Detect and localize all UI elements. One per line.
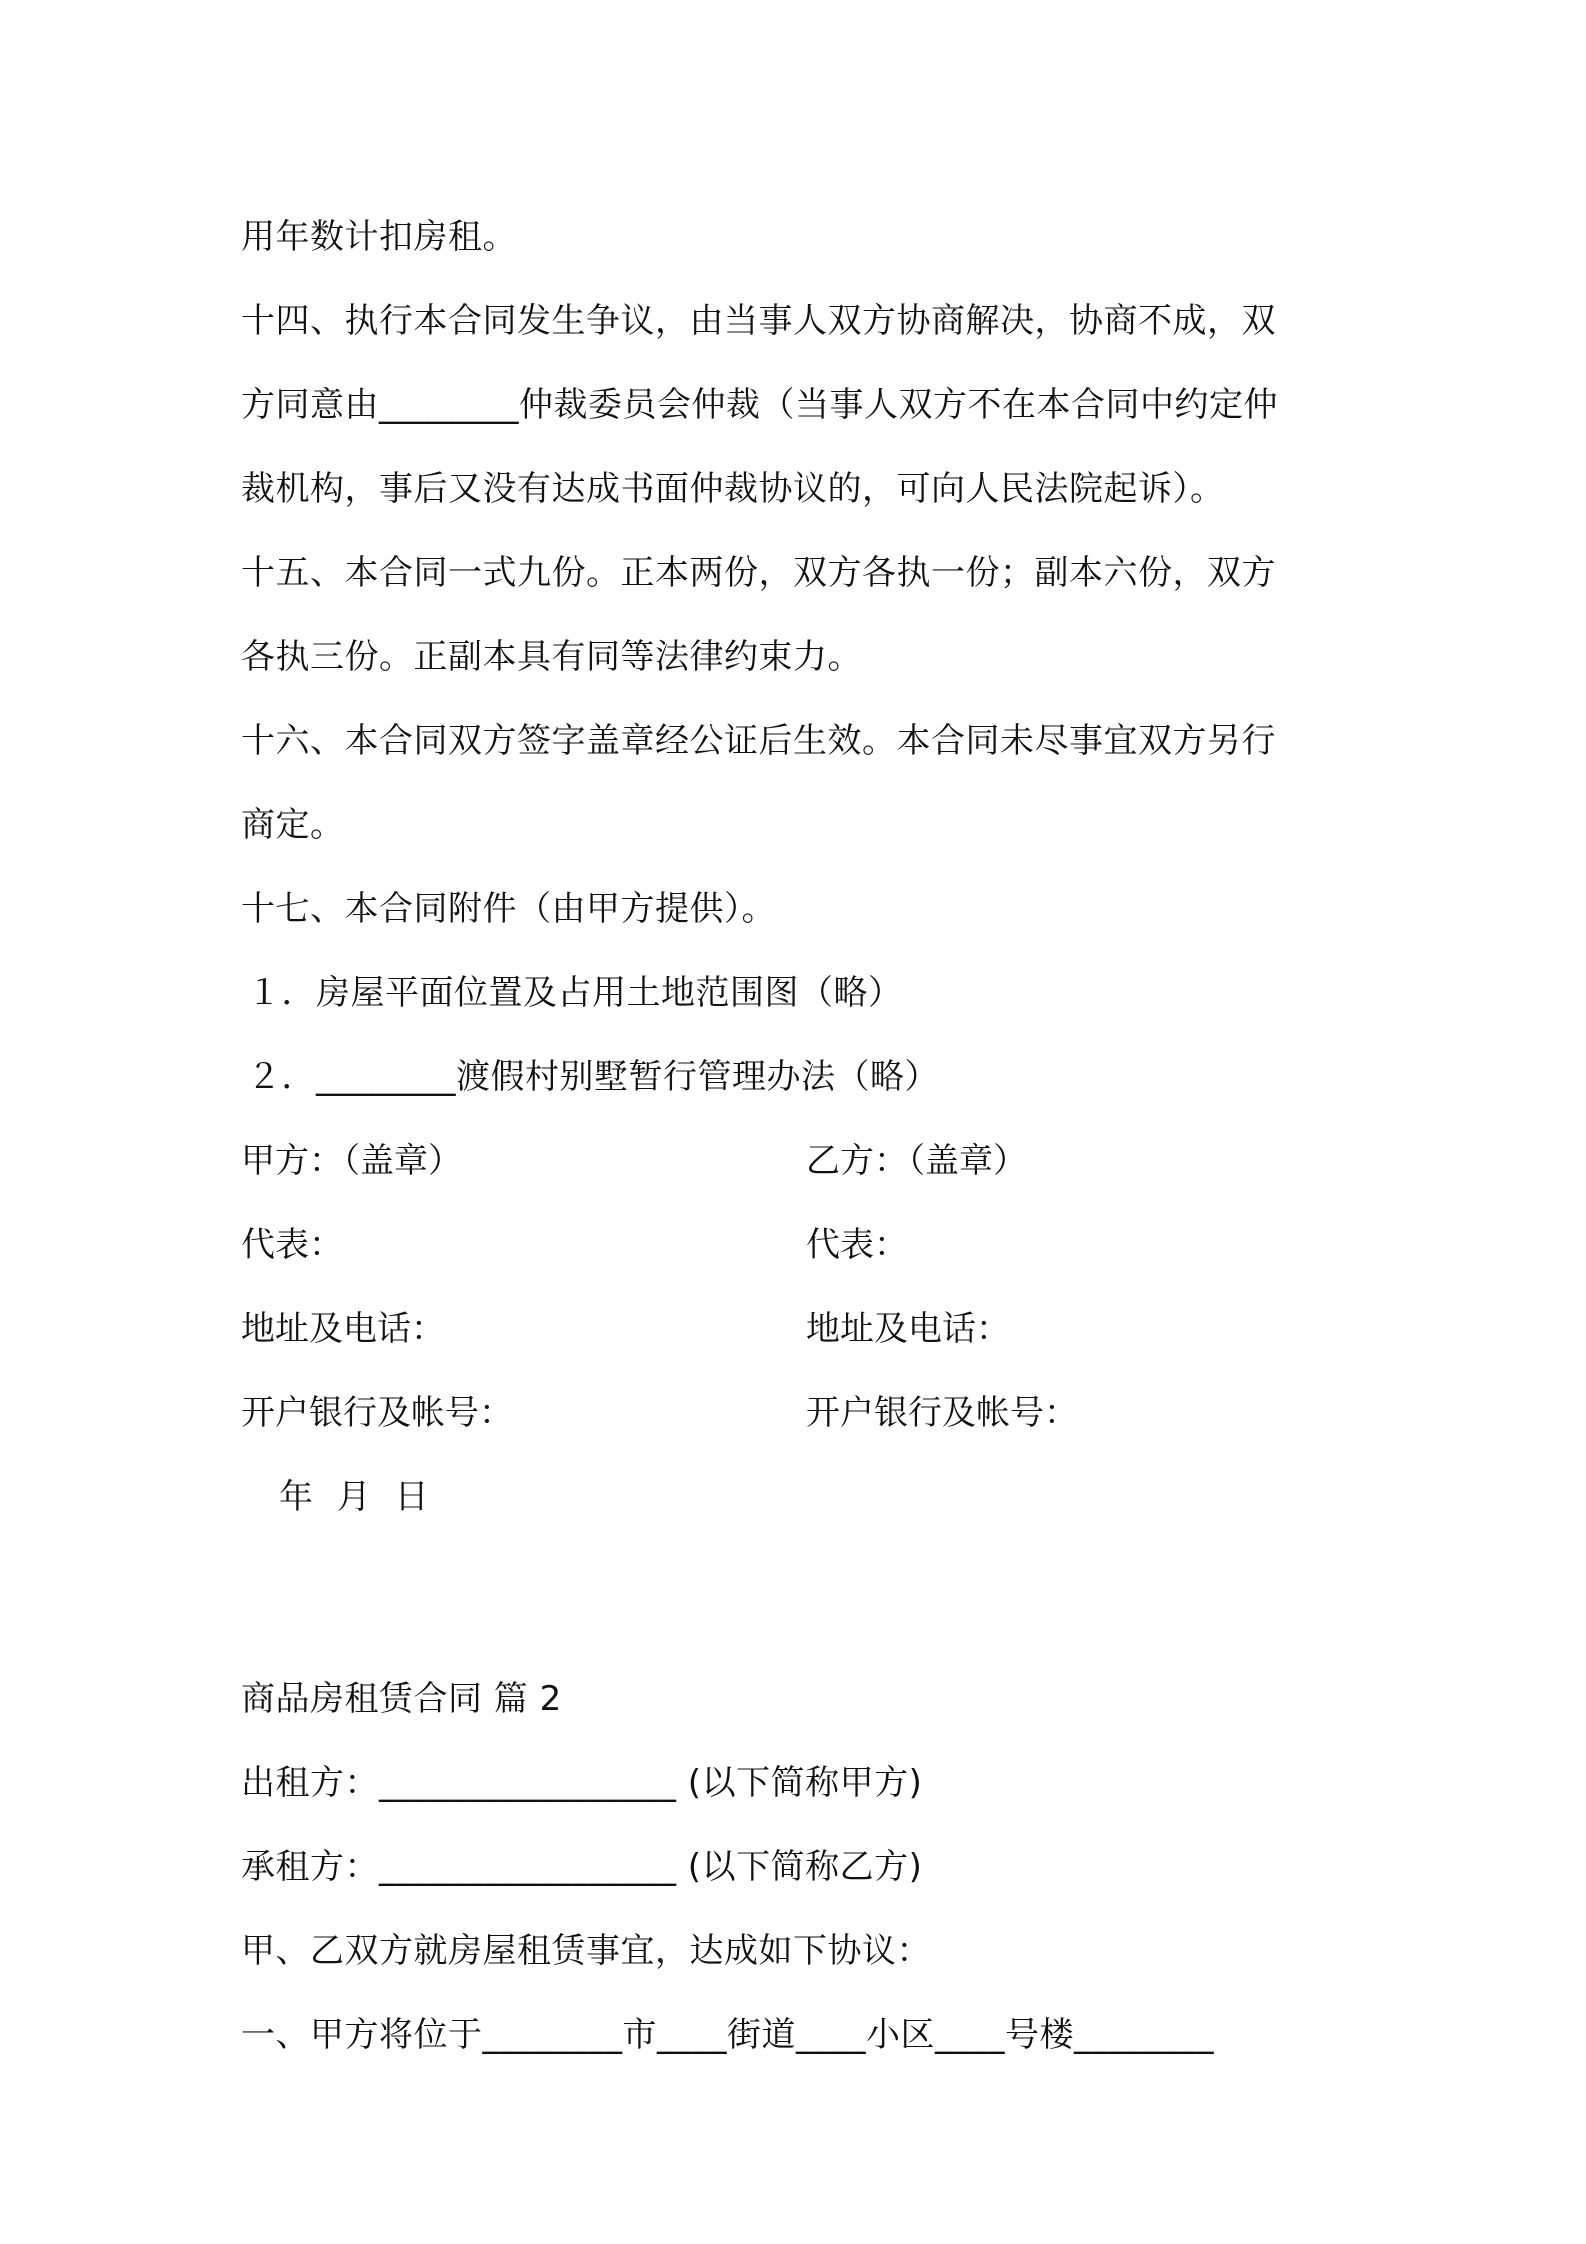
clause-15-line-1: 十五、本合同一式九份。正本两份，双方各执一份；副本六份，双方 <box>241 553 1276 593</box>
party-a-representative: 代表： <box>241 1225 343 1265</box>
signature-bank-row <box>241 1371 1361 1455</box>
party-a-bank-account: 开户银行及帐号： <box>241 1393 513 1433</box>
signature-representative-row <box>241 1203 1361 1287</box>
signature-address-row <box>241 1287 1361 1371</box>
clause-14-line-1: 十四、执行本合同发生争议，由当事人双方协商解决，协商不成，双 <box>241 301 1276 341</box>
clause-14-line-3: 裁机构，事后又没有达成书面仲裁协议的，可向人民法院起诉）。 <box>241 469 1225 509</box>
clause-1-line: 一、甲方将位于________市____街道____小区____号楼________ <box>241 2015 1214 2055</box>
attachment-2: ２．________渡假村别墅暂行管理办法（略） <box>247 1057 939 1097</box>
attachment-1: １．房屋平面位置及占用土地范围图（略） <box>247 973 903 1013</box>
section-gap <box>241 1539 1361 1657</box>
section-title: 商品房租赁合同 篇 2 <box>241 1679 562 1719</box>
document-page <box>241 195 1361 2077</box>
clause-17: 十七、本合同附件（由甲方提供）。 <box>241 889 776 929</box>
party-b-representative: 代表： <box>806 1225 908 1265</box>
party-a-address-phone: 地址及电话： <box>241 1309 445 1349</box>
clause-16-line-2: 商定。 <box>241 805 345 845</box>
paragraph-line: 用年数计扣房租。 <box>241 217 517 257</box>
party-a-seal: 甲方：（盖章） <box>241 1141 462 1181</box>
clause-14-line-2: 方同意由________仲裁委员会仲裁（当事人双方不在本合同中约定仲 <box>241 385 1278 425</box>
agreement-intro: 甲、乙双方就房屋租赁事宜，达成如下协议： <box>241 1931 931 1971</box>
lessor-line: 出租方：_________________ (以下简称甲方) <box>241 1763 923 1803</box>
clause-16-line-1: 十六、本合同双方签字盖章经公证后生效。本合同未尽事宜双方另行 <box>241 721 1276 761</box>
lessee-line: 承租方：_________________ (以下简称乙方) <box>241 1847 923 1887</box>
clause-15-line-2: 各执三份。正副本具有同等法律约束力。 <box>241 637 862 677</box>
party-b-address-phone: 地址及电话： <box>806 1309 1010 1349</box>
signature-date: 年 月 日 <box>279 1477 430 1517</box>
signature-seal-row <box>241 1119 1361 1203</box>
party-b-seal: 乙方：（盖章） <box>806 1141 1027 1181</box>
party-b-bank-account: 开户银行及帐号： <box>806 1393 1078 1433</box>
